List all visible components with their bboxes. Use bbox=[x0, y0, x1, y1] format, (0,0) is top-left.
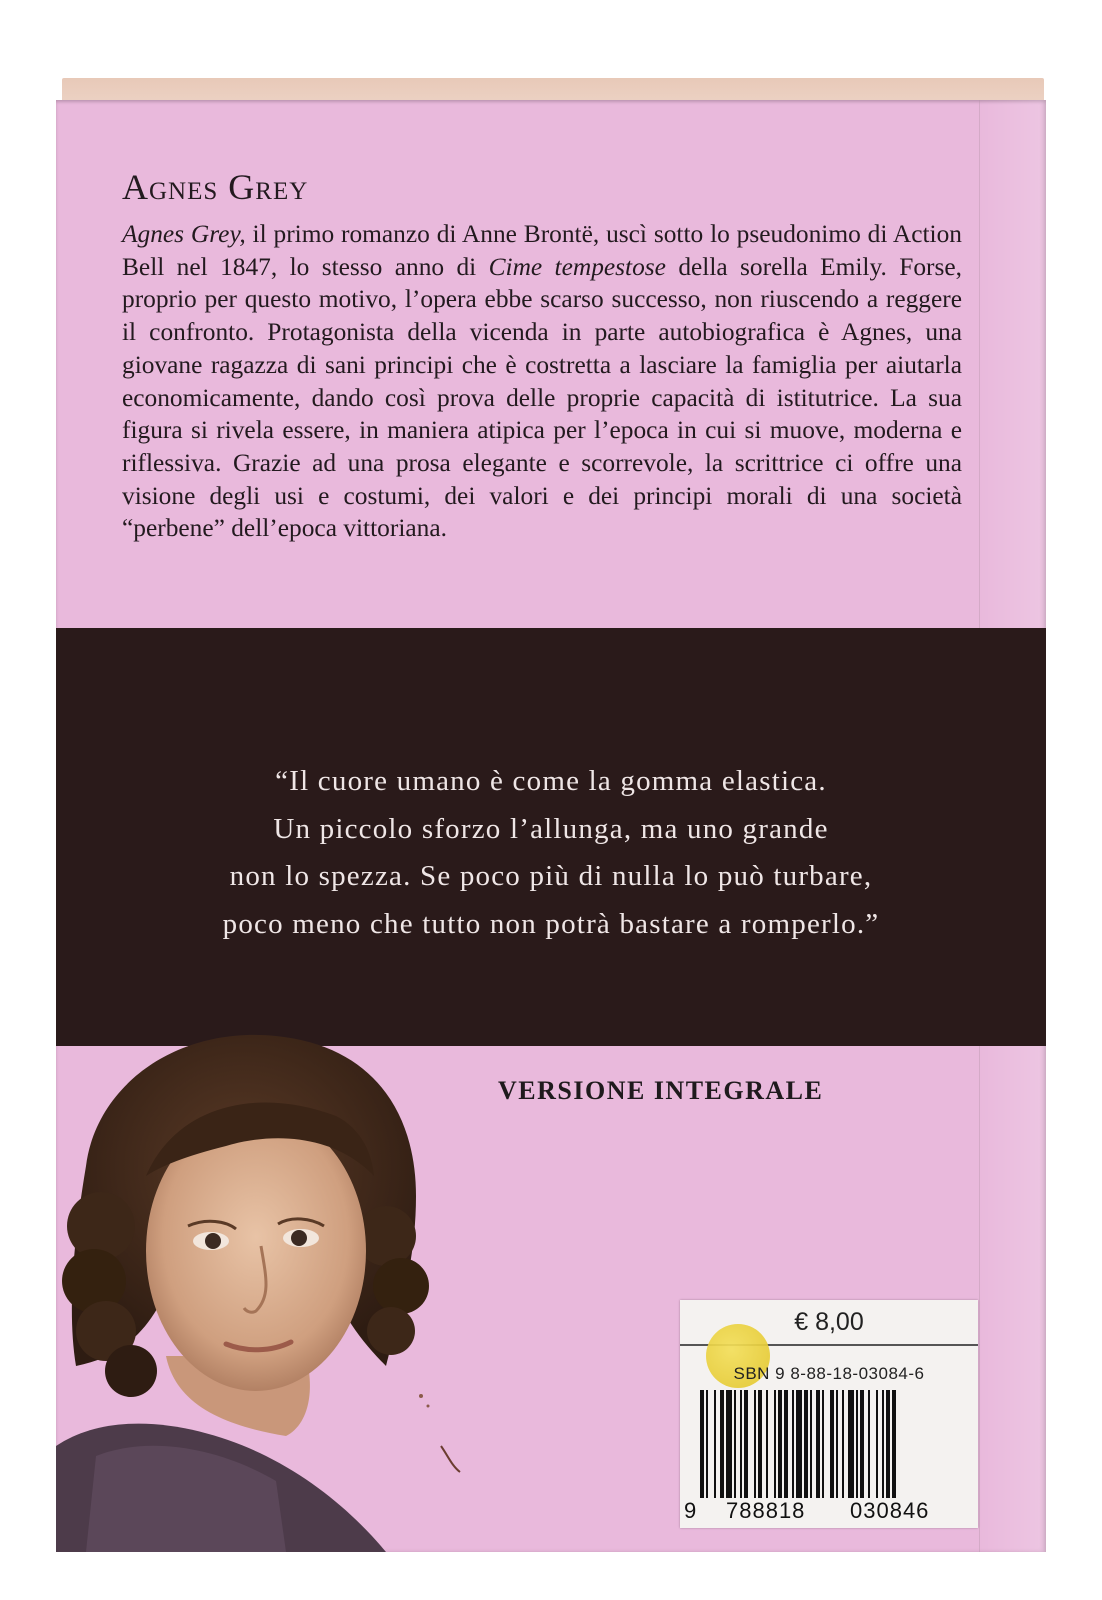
edition-label: VERSIONE INTEGRALE bbox=[498, 1076, 824, 1105]
barcode-bar bbox=[726, 1390, 732, 1498]
barcode-bar bbox=[740, 1390, 742, 1498]
price-barcode-sticker bbox=[680, 1300, 978, 1528]
quote-line-2: Un piccolo sforzo l’allunga, ma uno grande bbox=[273, 812, 829, 845]
barcode-bar bbox=[734, 1390, 736, 1498]
barcode-digit-first: 9 bbox=[684, 1498, 697, 1523]
barcode-bar bbox=[700, 1390, 704, 1498]
barcode-bar bbox=[836, 1390, 838, 1498]
barcode-bar bbox=[758, 1390, 762, 1498]
quote-text bbox=[56, 758, 1046, 948]
barcode-bar bbox=[804, 1390, 808, 1498]
back-cover bbox=[56, 100, 1046, 1552]
quote-line-4: poco meno che tutto non potrà bastare a romperlo.” bbox=[222, 907, 880, 940]
book-title: Agnes Grey bbox=[122, 167, 309, 207]
barcode-digits-right: 030846 bbox=[850, 1498, 930, 1523]
barcode-bar bbox=[778, 1390, 782, 1498]
barcode-bar bbox=[766, 1390, 768, 1498]
barcode-bar bbox=[774, 1390, 776, 1498]
barcode-bar bbox=[714, 1390, 716, 1498]
barcode-bar bbox=[876, 1390, 878, 1498]
barcode-bar bbox=[744, 1390, 748, 1498]
barcode-bar bbox=[830, 1390, 834, 1498]
barcode-bar bbox=[720, 1390, 724, 1498]
blurb-segment-1: il primo romanzo di Anne Brontë, uscì sotto lo pseudonimo di Action Bell nel 1847, lo stesso anno di bbox=[122, 220, 962, 281]
barcode-bar bbox=[792, 1390, 794, 1498]
quote-line-3: non lo spezza. Se poco più di nulla lo può turbare, bbox=[229, 860, 873, 892]
isbn-label: SBN 9 8-88-18-03084-6 bbox=[733, 1364, 925, 1383]
blurb-segment-2: della sorella Emily. Forse, proprio per questo motivo, l’opera ebbe scarso successo, non riuscendo a reggere il confronto. Protagonista della vicenda in parte autobiografica è Agnes, una giovane ragazza di sani principi che è costretta a lasciare la famiglia per aiutarla economicamente, dando così prova delle proprie capacità di istitutrice. La sua figura si rivela essere, in maniera atipica per l’epoca in cui si muove, moderna e riflessiva. Grazie ad una prosa elegante e scorrevole, la scrittrice ci offre una visione degli usi e costumi, dei valori e dei principi morali di una società “perbene” dell’epoca vittoriana. bbox=[122, 252, 962, 543]
blurb-italic-work: Cime tempestose bbox=[488, 252, 666, 281]
quote-band bbox=[56, 628, 1046, 1046]
barcode-bar bbox=[810, 1390, 812, 1498]
barcode-bar bbox=[868, 1390, 870, 1498]
barcode-bar bbox=[892, 1390, 896, 1498]
barcode-bar bbox=[886, 1390, 890, 1498]
barcode-bar bbox=[816, 1390, 820, 1498]
barcode-bar bbox=[842, 1390, 844, 1498]
blurb-italic-title: Agnes Grey, bbox=[122, 220, 246, 248]
blurb-text bbox=[122, 218, 962, 545]
barcode-bar bbox=[848, 1390, 854, 1498]
barcode-digits bbox=[680, 1498, 978, 1524]
barcode-bar bbox=[784, 1390, 788, 1498]
price-label: € 8,00 bbox=[680, 1300, 978, 1346]
portrait-illustration bbox=[56, 1026, 476, 1552]
barcode-bar bbox=[796, 1390, 802, 1498]
barcode-bar bbox=[860, 1390, 864, 1498]
barcode-bar bbox=[882, 1390, 884, 1498]
quote-line-1: “Il cuore umano è come la gomma elastica. bbox=[275, 765, 827, 797]
barcode-bar bbox=[822, 1390, 824, 1498]
barcode-image bbox=[698, 1390, 964, 1498]
barcode-digits-left: 788818 bbox=[726, 1498, 806, 1523]
barcode-bar bbox=[706, 1390, 708, 1498]
barcode-bar bbox=[754, 1390, 756, 1498]
barcode-bar bbox=[856, 1390, 858, 1498]
